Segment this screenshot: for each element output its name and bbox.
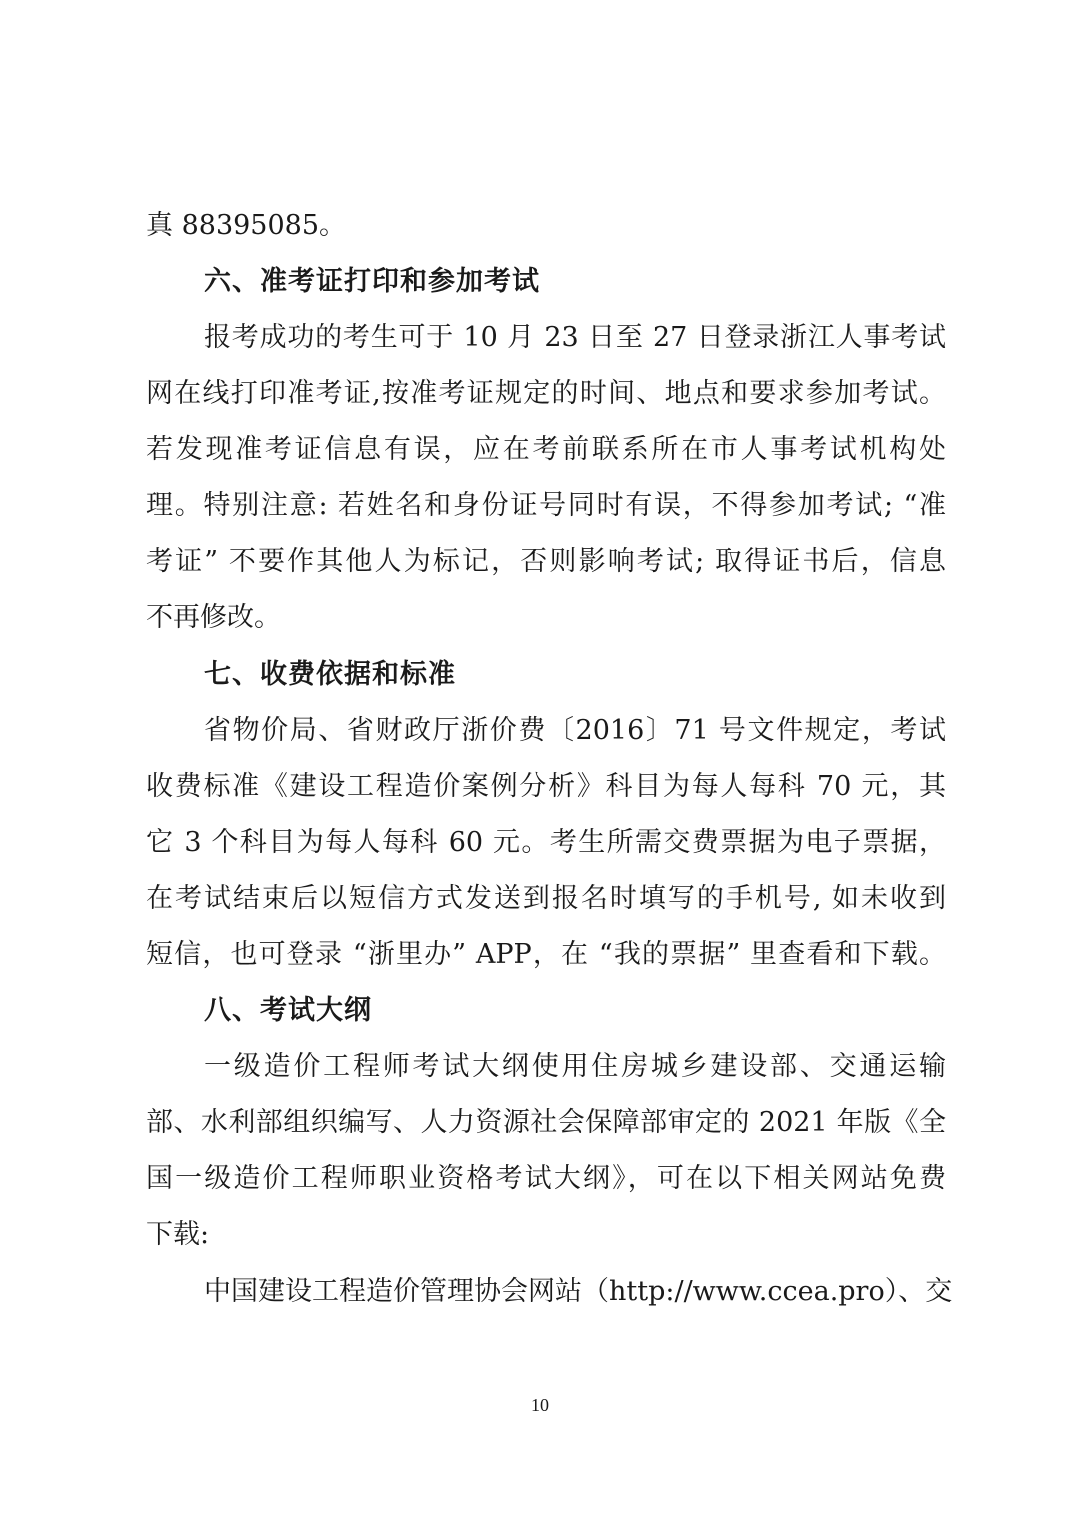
body-text-line: 一级造价工程师考试大纲使用住房城乡建设部、交通运输 — [204, 1051, 946, 1082]
section-heading-7: 七、收费依据和标准 — [204, 659, 456, 690]
section-heading-8: 八、考试大纲 — [204, 995, 372, 1026]
body-text-line: 它 3 个科目为每人每科 60 元。考生所需交费票据为电子票据， — [146, 827, 946, 858]
body-text-line: 部、水利部组织编写、人力资源社会保障部审定的 2021 年版《全 — [146, 1107, 946, 1138]
body-text-line: 理。特别注意: 若姓名和身份证号同时有误，不得参加考试; “准 — [146, 490, 946, 521]
body-text-line: 若发现准考证信息有误，应在考前联系所在市人事考试机构处 — [146, 434, 946, 465]
body-text-line: 在考试结束后以短信方式发送到报名时填写的手机号, 如未收到 — [146, 883, 946, 914]
body-text-line: 国一级造价工程师职业资格考试大纲》，可在以下相关网站免费 — [146, 1163, 946, 1194]
page-number: 10 — [531, 1395, 549, 1415]
body-text-line: 中国建设工程造价管理协会网站（http://www.ccea.pro）、交 — [204, 1276, 953, 1307]
body-text-line: 考证” 不要作其他人为标记，否则影响考试; 取得证书后，信息 — [146, 546, 946, 577]
body-text-line: 真 88395085。 — [146, 210, 347, 241]
body-text-line: 报考成功的考生可于 10 月 23 日至 27 日登录浙江人事考试 — [204, 322, 946, 353]
section-heading-6: 六、准考证打印和参加考试 — [204, 266, 540, 297]
body-text-line: 下载: — [146, 1219, 210, 1250]
body-text-line: 省物价局、省财政厅浙价费〔2016〕71 号文件规定，考试 — [204, 715, 946, 746]
body-text-line: 不再修改。 — [146, 602, 281, 633]
body-text-line: 收费标准《建设工程造价案例分析》科目为每人每科 70 元，其 — [146, 771, 946, 802]
body-text-line: 短信，也可登录 “浙里办” APP，在 “我的票据” 里查看和下载。 — [146, 939, 946, 970]
body-text-line: 网在线打印准考证,按准考证规定的时间、地点和要求参加考试。 — [146, 378, 946, 409]
